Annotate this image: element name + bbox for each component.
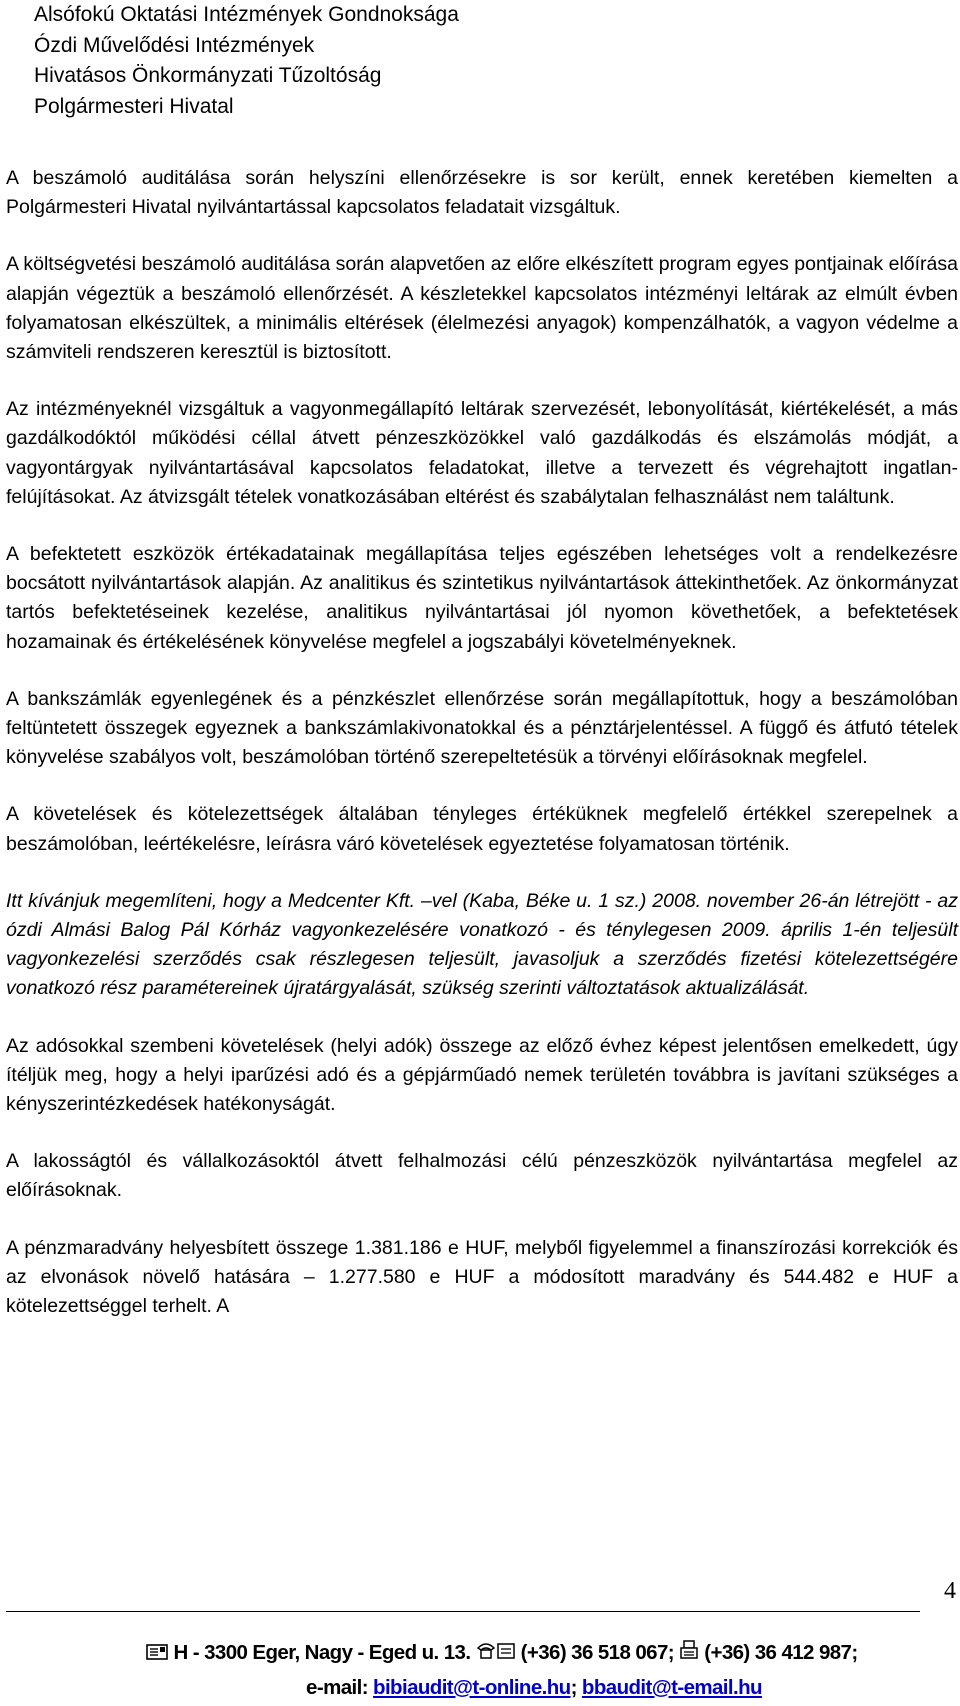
page-number: 4 (944, 1578, 956, 1604)
institution-line: Polgármesteri Hivatal (34, 94, 234, 118)
paragraph-debtors: Az adósokkal szembeni követelések (helyi adók) összege az előző évhez képest jelentősen emelkedett, úgy ítéljük meg, hogy a helyi iparűzési adó és a gépjárműadó nemek területén továbbra is javítani szükséges a kényszerintézkedések hatékonyságát. (6, 1034, 958, 1116)
institution-line: Hivatásos Önkormányzati Tűzoltóság (34, 64, 382, 87)
footer-divider (6, 1611, 920, 1612)
footer-email-line (54, 1671, 960, 1705)
institution-line: Alsófokú Oktatási Intézmények Gondnoksága (34, 3, 459, 26)
paragraph-bank-accounts: A bankszámlák egyenlegének és a pénzkészlet ellenőrzése során megállapítottuk, hogy a beszámolóban feltüntetett összegek egyeznek a bankszámlakivonatokkal és a pénztárjelentéssel. A függő és átfutó tételek könyvelése szabályos volt, beszámolóban történő szerepeltetésük a törvényi előírásoknak megfelel. (6, 687, 958, 769)
email-link-primary[interactable]: bibiaudit@t-online.hu (373, 1675, 571, 1699)
paragraph-receivables: A követelések és kötelezettségek általában tényleges értéküknek megfelelő értékkel szerepelnek a beszámolóban, leértékelésre, leírásra váró követelések egyeztetése folyamatosan történik. (6, 803, 958, 855)
email-link-secondary[interactable]: bbaudit@t-email.hu (581, 1675, 762, 1699)
footer-address: H - 3300 Eger, Nagy - Eged u. 13. (173, 1641, 471, 1664)
paragraph-site-inspection: A beszámoló auditálása során helyszíni ellenőrzésekre is sor került, ennek keretében kiemelten a Polgármesteri Hivatal nyilvántartással kapcsolatos feladatait vizsgáltuk. (6, 167, 958, 219)
footer-contact-line (22, 1636, 960, 1671)
paragraph-population-funds: A lakosságtól és vállalkozásoktól átvett felhalmozási célú pénzeszközök nyilvántartása megfelel az előírásoknak. (6, 1150, 958, 1202)
footer-fax: (+36) 36 412 987; (704, 1641, 858, 1664)
fax-machine-icon (679, 1637, 699, 1671)
footer-phone: (+36) 36 518 067; (520, 1641, 675, 1664)
footer-email-label: e-mail: (306, 1675, 368, 1699)
paragraph-fixed-assets: A befektetett eszközök értékadatainak megállapítása teljes egészében lehetséges volt a rendelkezésre bocsátott nyilvántartások alapján. Az analitikus és szintetikus nyilvántartások áttekinthetőek. Az önkormányzat tartós befektetéseinek kezelése, analitikus nyilvántartásai jól nyomon követhetőek, a befektetések hozamainak és értékelésének könyvelése megfelel a jogszabályi követelményeknek. (6, 543, 958, 653)
institution-line: Ózdi Művelődési Intézmények (34, 33, 315, 57)
paragraph-cash-residual: A pénzmaradvány helyesbített összege 1.381.186 e HUF, melyből figyelemmel a finanszírozási korrekciók és az elvonások növelő hatására – 1.277.580 e HUF a módosított maradvány és 544.482 e HUF a kötelezettséggel terhelt. A (6, 1236, 958, 1318)
email-separator: ; (570, 1675, 577, 1699)
report-body (6, 164, 958, 1343)
institution-list (34, 0, 459, 122)
paragraph-medcenter: Itt kívánjuk megemlíteni, hogy a Medcenter Kft. –vel (Kaba, Béke u. 1 sz.) 2008. november 26-án létrejött - az ózdi Almási Balog Pál Kórház vagyonkezelésére vonatkozó - és ténylegesen 2009. április 1-én teljesült vagyonkezelési szerződés csak részlegesen teljesült, javasoljuk a szerződés fizetési kötelezettségére vonatkozó rész paramétereinek újratárgyalását, szükség szerinti változtatások aktualizálását. (6, 889, 958, 1000)
paragraph-budget-audit: A költségvetési beszámoló auditálása során alapvetően az előre elkészített program egyes pontjainak előírása alapján végeztük a beszámoló ellenőrzését. A készletekkel kapcsolatos intézményi leltárak az elmúlt évben folyamatosan elkészültek, a minimális eltérések (élelmezési anyagok) kompenzálhatók, a vagyon védelme a számviteli rendszeren keresztül is biztosított. (6, 253, 958, 364)
letter-icon (146, 1637, 168, 1671)
footer (0, 1636, 960, 1705)
phone-fax-icon (476, 1637, 516, 1671)
paragraph-institutions: Az intézményeknél vizsgáltuk a vagyonmegállapító leltárak szervezését, lebonyolítását, kiértékelését, a más gazdálkodóktól működési céllal átvett pénzeszközökkel való gazdálkodás és elszámolás módját, a vagyontárgyak nyilvántartásával kapcsolatos feladatokat, illetve a tervezett és végrehajtott ingatlan-felújításokat. Az átvizsgált tételek vonatkozásában eltérést és szabálytalan felhasználást nem találtunk. (6, 398, 958, 508)
